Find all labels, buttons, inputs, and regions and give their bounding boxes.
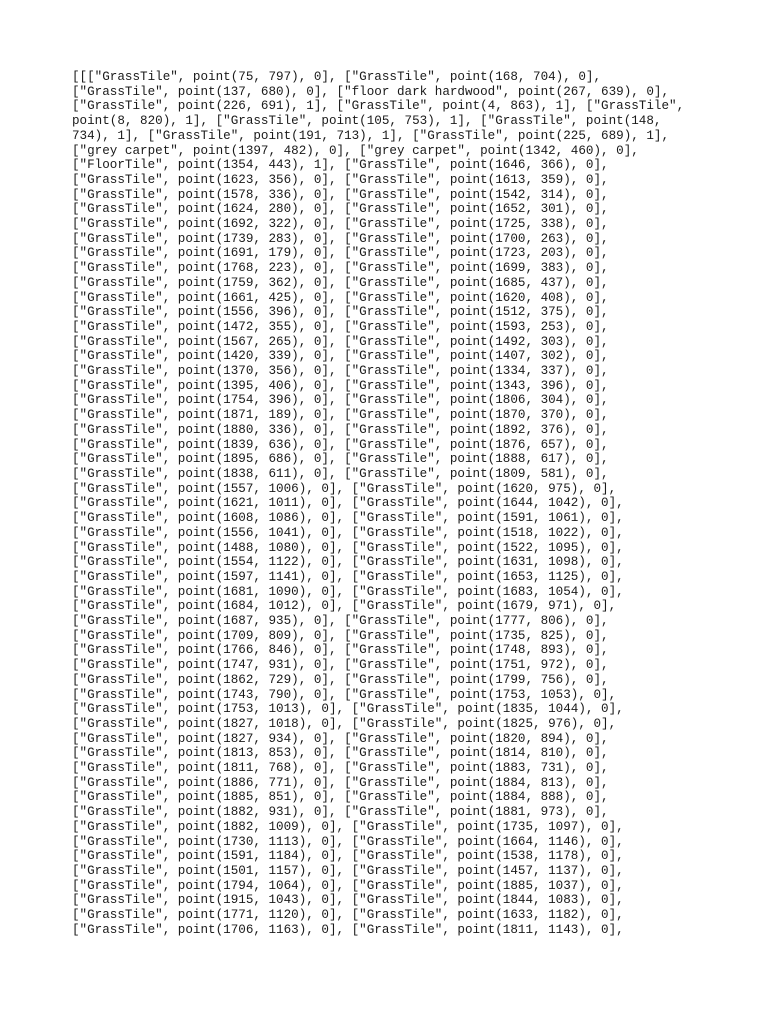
text-line: ["GrassTile", point(1739, 283), 0], ["GrassTile", point(1700, 263), 0], [72,231,609,246]
text-line: ["GrassTile", point(1624, 280), 0], ["GrassTile", point(1652, 301), 0], [72,202,609,217]
text-line: ["GrassTile", point(1885, 851), 0], ["GrassTile", point(1884, 888), 0], [72,790,609,805]
text-line: ["GrassTile", point(1692, 322), 0], ["GrassTile", point(1725, 338), 0], [72,217,609,232]
text-line: ["FloorTile", point(1354, 443), 1], ["GrassTile", point(1646, 366), 0], [72,158,609,173]
text-line: ["GrassTile", point(1862, 729), 0], ["GrassTile", point(1799, 756), 0], [72,672,609,687]
text-line: ["GrassTile", point(1811, 768), 0], ["GrassTile", point(1883, 731), 0], [72,761,609,776]
text-line: ["GrassTile", point(1691, 179), 0], ["GrassTile", point(1723, 203), 0], [72,246,609,261]
text-line: ["GrassTile", point(1759, 362), 0], ["GrassTile", point(1685, 437), 0], [72,275,609,290]
text-line: ["GrassTile", point(1753, 1013), 0], ["GrassTile", point(1835, 1044), 0], [72,702,624,717]
text-line: ["GrassTile", point(1813, 853), 0], ["GrassTile", point(1814, 810), 0], [72,746,609,761]
text-line: ["GrassTile", point(1395, 406), 0], ["GrassTile", point(1343, 396), 0], [72,378,609,393]
text-line: ["GrassTile", point(137, 680), 0], ["floor dark hardwood", point(267, 639), 0], [72,84,670,99]
text-line: ["GrassTile", point(1608, 1086), 0], ["GrassTile", point(1591, 1061), 0], [72,511,624,526]
text-line: ["GrassTile", point(1501, 1157), 0], ["GrassTile", point(1457, 1137), 0], [72,863,624,878]
text-line: point(8, 820), 1], ["GrassTile", point(105, 753), 1], ["GrassTile", point(148, [72,114,662,129]
text-line: ["GrassTile", point(1882, 1009), 0], ["GrassTile", point(1735, 1097), 0], [72,819,624,834]
text-line: ["GrassTile", point(1768, 223), 0], ["GrassTile", point(1699, 383), 0], [72,261,609,276]
text-line: ["GrassTile", point(1871, 189), 0], ["GrassTile", point(1870, 370), 0], [72,408,609,423]
text-line: ["GrassTile", point(1794, 1064), 0], ["GrassTile", point(1885, 1037), 0], [72,878,624,893]
text-line: ["GrassTile", point(1827, 934), 0], ["GrassTile", point(1820, 894), 0], [72,731,609,746]
text-line: ["GrassTile", point(1882, 931), 0], ["GrassTile", point(1881, 973), 0], [72,805,609,820]
text-line: ["GrassTile", point(1886, 771), 0], ["GrassTile", point(1884, 813), 0], [72,775,609,790]
text-line: ["GrassTile", point(1420, 339), 0], ["GrassTile", point(1407, 302), 0], [72,349,609,364]
text-line: ["GrassTile", point(1915, 1043), 0], ["GrassTile", point(1844, 1083), 0], [72,893,624,908]
text-line: ["GrassTile", point(1472, 355), 0], ["GrassTile", point(1593, 253), 0], [72,319,609,334]
text-line: ["GrassTile", point(1827, 1018), 0], ["GrassTile", point(1825, 976), 0], [72,716,617,731]
text-line: [[["GrassTile", point(75, 797), 0], ["GrassTile", point(168, 704), 0], [72,70,602,84]
text-line: ["GrassTile", point(1597, 1141), 0], ["GrassTile", point(1653, 1125), 0], [72,569,624,584]
text-line: ["GrassTile", point(1754, 396), 0], ["GrassTile", point(1806, 304), 0], [72,393,609,408]
text-line: ["GrassTile", point(226, 691), 1], ["GrassTile", point(4, 863), 1], ["GrassTile", [72,99,685,114]
text-line: ["GrassTile", point(1766, 846), 0], ["GrassTile", point(1748, 893), 0], [72,643,609,658]
text-line: ["GrassTile", point(1488, 1080), 0], ["GrassTile", point(1522, 1095), 0], [72,540,624,555]
text-line: ["GrassTile", point(1895, 686), 0], ["GrassTile", point(1888, 617), 0], [72,452,609,467]
text-line: ["GrassTile", point(1687, 935), 0], ["GrassTile", point(1777, 806), 0], [72,614,609,629]
text-line: ["grey carpet", point(1397, 482), 0], ["grey carpet", point(1342, 460), 0], [72,143,639,158]
text-line: ["GrassTile", point(1743, 790), 0], ["GrassTile", point(1753, 1053), 0], [72,687,617,702]
text-line: ["GrassTile", point(1370, 356), 0], ["GrassTile", point(1334, 337), 0], [72,364,609,379]
text-line: ["GrassTile", point(1661, 425), 0], ["GrassTile", point(1620, 408), 0], [72,290,609,305]
text-line: ["GrassTile", point(1839, 636), 0], ["GrassTile", point(1876, 657), 0], [72,437,609,452]
text-line: ["GrassTile", point(1567, 265), 0], ["GrassTile", point(1492, 303), 0], [72,334,609,349]
text-line: ["GrassTile", point(1623, 356), 0], ["GrassTile", point(1613, 359), 0], [72,172,609,187]
text-line: ["GrassTile", point(1557, 1006), 0], ["GrassTile", point(1620, 975), 0], [72,481,617,496]
text-line: ["GrassTile", point(1578, 336), 0], ["GrassTile", point(1542, 314), 0], [72,187,609,202]
text-line: ["GrassTile", point(1709, 809), 0], ["GrassTile", point(1735, 825), 0], [72,628,609,643]
text-line: ["GrassTile", point(1556, 1041), 0], ["GrassTile", point(1518, 1022), 0], [72,525,624,540]
text-line: ["GrassTile", point(1838, 611), 0], ["GrassTile", point(1809, 581), 0], [72,466,609,481]
document-text-block [72,70,712,937]
text-line: 734), 1], ["GrassTile", point(191, 713), 1], ["GrassTile", point(225, 689), 1], [72,128,670,143]
text-line: ["GrassTile", point(1556, 396), 0], ["GrassTile", point(1512, 375), 0], [72,305,609,320]
text-line: ["GrassTile", point(1681, 1090), 0], ["GrassTile", point(1683, 1054), 0], [72,584,624,599]
text-line: ["GrassTile", point(1880, 336), 0], ["GrassTile", point(1892, 376), 0], [72,422,609,437]
text-line: ["GrassTile", point(1706, 1163), 0], ["GrassTile", point(1811, 1143), 0], [72,922,624,937]
text-line: ["GrassTile", point(1591, 1184), 0], ["GrassTile", point(1538, 1178), 0], [72,849,624,864]
text-line: ["GrassTile", point(1771, 1120), 0], ["GrassTile", point(1633, 1182), 0], [72,908,624,923]
text-line: ["GrassTile", point(1684, 1012), 0], ["GrassTile", point(1679, 971), 0], [72,599,617,614]
text-line: ["GrassTile", point(1730, 1113), 0], ["GrassTile", point(1664, 1146), 0], [72,834,624,849]
text-line: ["GrassTile", point(1621, 1011), 0], ["GrassTile", point(1644, 1042), 0], [72,496,624,511]
text-line: ["GrassTile", point(1747, 931), 0], ["GrassTile", point(1751, 972), 0], [72,658,609,673]
text-line: ["GrassTile", point(1554, 1122), 0], ["GrassTile", point(1631, 1098), 0], [72,555,624,570]
